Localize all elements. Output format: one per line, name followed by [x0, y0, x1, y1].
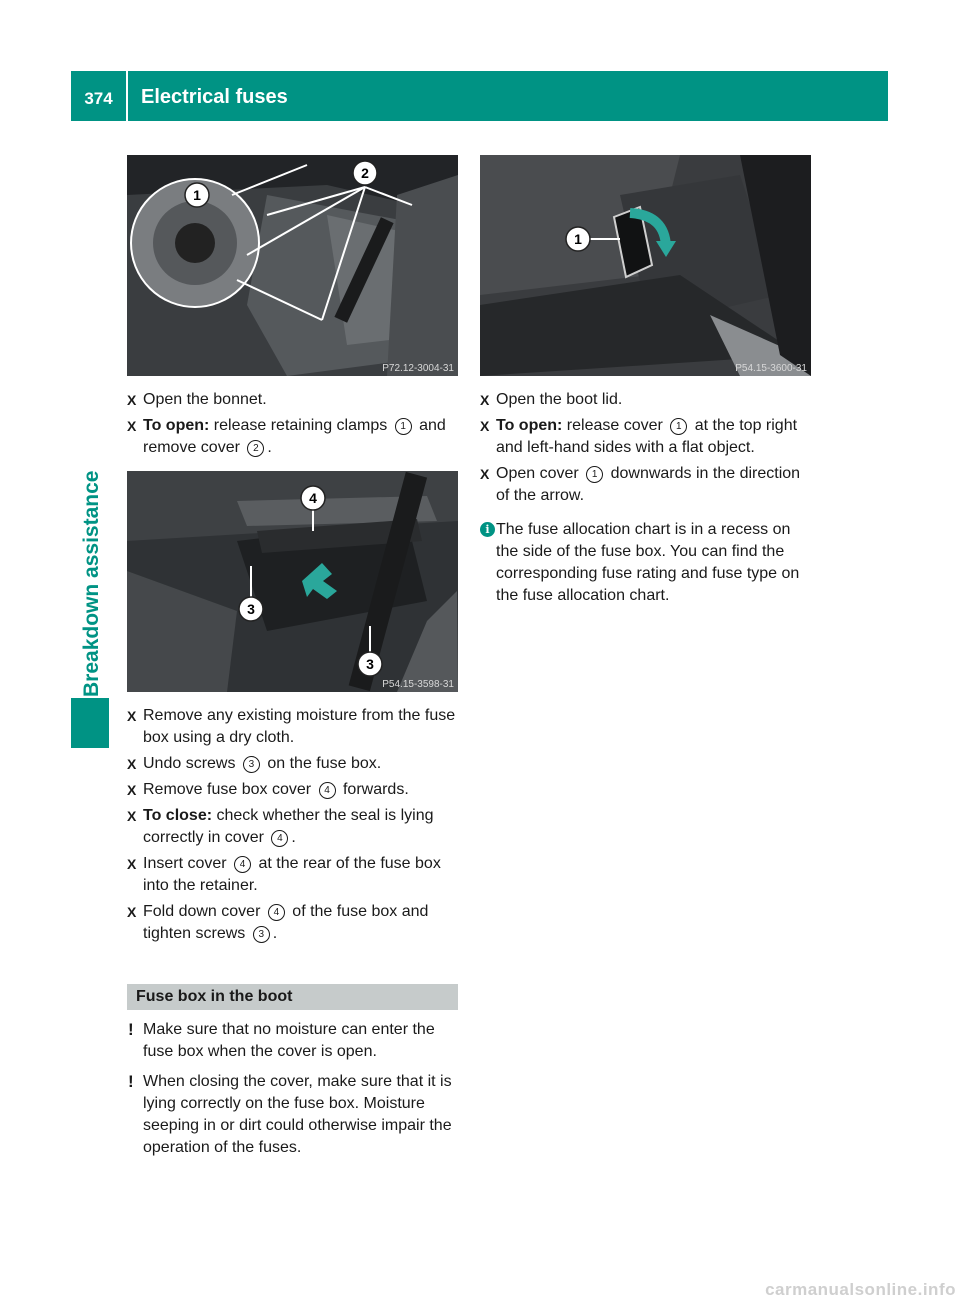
callout-4 [301, 486, 325, 510]
callout-1 [566, 227, 590, 251]
step-text: on the fuse box. [262, 755, 382, 772]
callout-ref: 4 [268, 904, 285, 921]
step-text: release cover [562, 417, 668, 434]
callout-3 [239, 597, 263, 621]
step-marker: X [127, 782, 137, 798]
step-marker: X [127, 708, 137, 724]
callout-ref: 4 [271, 830, 288, 847]
step-text: Remove any existing moisture from the fuse box using a dry cloth. [143, 707, 456, 746]
step-text: release retaining clamps [209, 417, 392, 434]
step-text: Fold down cover [143, 903, 265, 920]
step-text: Open the bonnet. [143, 391, 267, 408]
svg-text:3: 3 [366, 656, 374, 672]
step-undo-screws [127, 753, 462, 775]
step-text: downwards in the direction of the arrow. [496, 465, 801, 504]
step-bold-label: To open: [143, 417, 210, 434]
step-text: Undo screws [143, 755, 240, 772]
step-marker: X [480, 466, 490, 482]
callout-ref: 4 [319, 782, 336, 799]
step-release-cover [480, 415, 816, 459]
boot-steps [480, 389, 816, 615]
callout-2 [353, 161, 377, 185]
subsection-heading: Fuse box in the boot [127, 984, 458, 1010]
svg-text:4: 4 [309, 490, 317, 506]
callout-ref: 3 [243, 756, 260, 773]
callout-ref: 4 [234, 856, 251, 873]
step-text: . [291, 829, 296, 846]
svg-text:2: 2 [361, 165, 369, 181]
boot-notes [127, 1019, 462, 1167]
step-remove-moisture [127, 705, 462, 749]
watermark: carmanualsonline.info [765, 1280, 956, 1299]
info-note [480, 519, 816, 607]
side-chapter-label: Breakdown assistance [80, 470, 103, 697]
warning-note [127, 1071, 462, 1159]
step-text: check whether the seal is lying correctly in cover [143, 807, 434, 846]
callout-1 [185, 183, 209, 207]
callout-3 [358, 652, 382, 676]
step-text: at the top right and left-hand sides with a flat object. [496, 417, 798, 456]
bonnet-photo [127, 155, 458, 376]
svg-text:1: 1 [193, 187, 201, 203]
step-remove-cover [127, 779, 462, 801]
bonnet-steps [127, 389, 462, 463]
fusebox-photo [127, 471, 458, 692]
callout-ref: 1 [586, 466, 603, 483]
fusebox-steps [127, 705, 462, 949]
step-to-close [127, 805, 462, 849]
step-text: . [267, 439, 272, 456]
photo-reference: P54.15-3598-31 [382, 679, 454, 690]
step-text: at the rear of the fuse box into the retainer. [143, 855, 441, 894]
step-insert-cover [127, 853, 462, 897]
step-marker: X [127, 904, 137, 920]
step-text: . [272, 925, 278, 942]
note-text: The fuse allocation chart is in a recess on the side of the fuse box. You can find the corresponding fuse rating and fuse type on the fuse allocation chart. [496, 521, 800, 604]
step-text: Insert cover [143, 855, 232, 872]
page-number: 374 [84, 89, 113, 108]
step-text: Open the boot lid. [496, 391, 623, 408]
step-fold-down-cover [127, 901, 462, 945]
section-title: Electrical fuses [141, 85, 288, 108]
note-text: Make sure that no moisture can enter the fuse box when the cover is open. [143, 1021, 435, 1060]
step-text: Open cover [496, 465, 584, 482]
photo-reference: P54.15-3600-31 [735, 363, 807, 374]
page-header [71, 71, 888, 121]
step-marker: X [127, 808, 137, 824]
step-open-boot-lid [480, 389, 816, 411]
callout-ref: 1 [395, 418, 412, 435]
step-text: of the fuse box and tighten screws [143, 903, 429, 942]
step-bold-label: To close: [143, 807, 213, 824]
step-marker: X [127, 756, 137, 772]
warning-icon: ! [128, 1020, 134, 1039]
step-marker: X [480, 392, 490, 408]
step-to-open [127, 415, 462, 459]
step-marker: X [127, 392, 137, 408]
step-marker: X [127, 418, 137, 434]
warning-note [127, 1019, 462, 1063]
step-open-cover-down [480, 463, 816, 507]
step-text: Remove fuse box cover [143, 781, 316, 798]
callout-ref: 1 [670, 418, 687, 435]
svg-text:3: 3 [247, 601, 255, 617]
photo-reference: P72.12-3004-31 [382, 363, 454, 374]
boot-photo [480, 155, 811, 376]
note-text: When closing the cover, make sure that it is lying correctly on the fuse box. Moisture seeping in or dirt could otherwise impair the operation of the fuses. [143, 1073, 452, 1156]
callout-ref: 3 [253, 926, 270, 943]
step-open-bonnet [127, 389, 462, 411]
callout-ref: 2 [247, 440, 264, 457]
warning-icon: ! [128, 1072, 134, 1091]
step-bold-label: To open: [496, 417, 563, 434]
info-icon: i [480, 522, 495, 537]
side-chapter-block [71, 698, 109, 748]
svg-text:1: 1 [574, 231, 582, 247]
step-text: forwards. [338, 781, 409, 798]
step-marker: X [127, 856, 137, 872]
step-marker: X [480, 418, 490, 434]
step-text: and remove cover [143, 417, 446, 456]
